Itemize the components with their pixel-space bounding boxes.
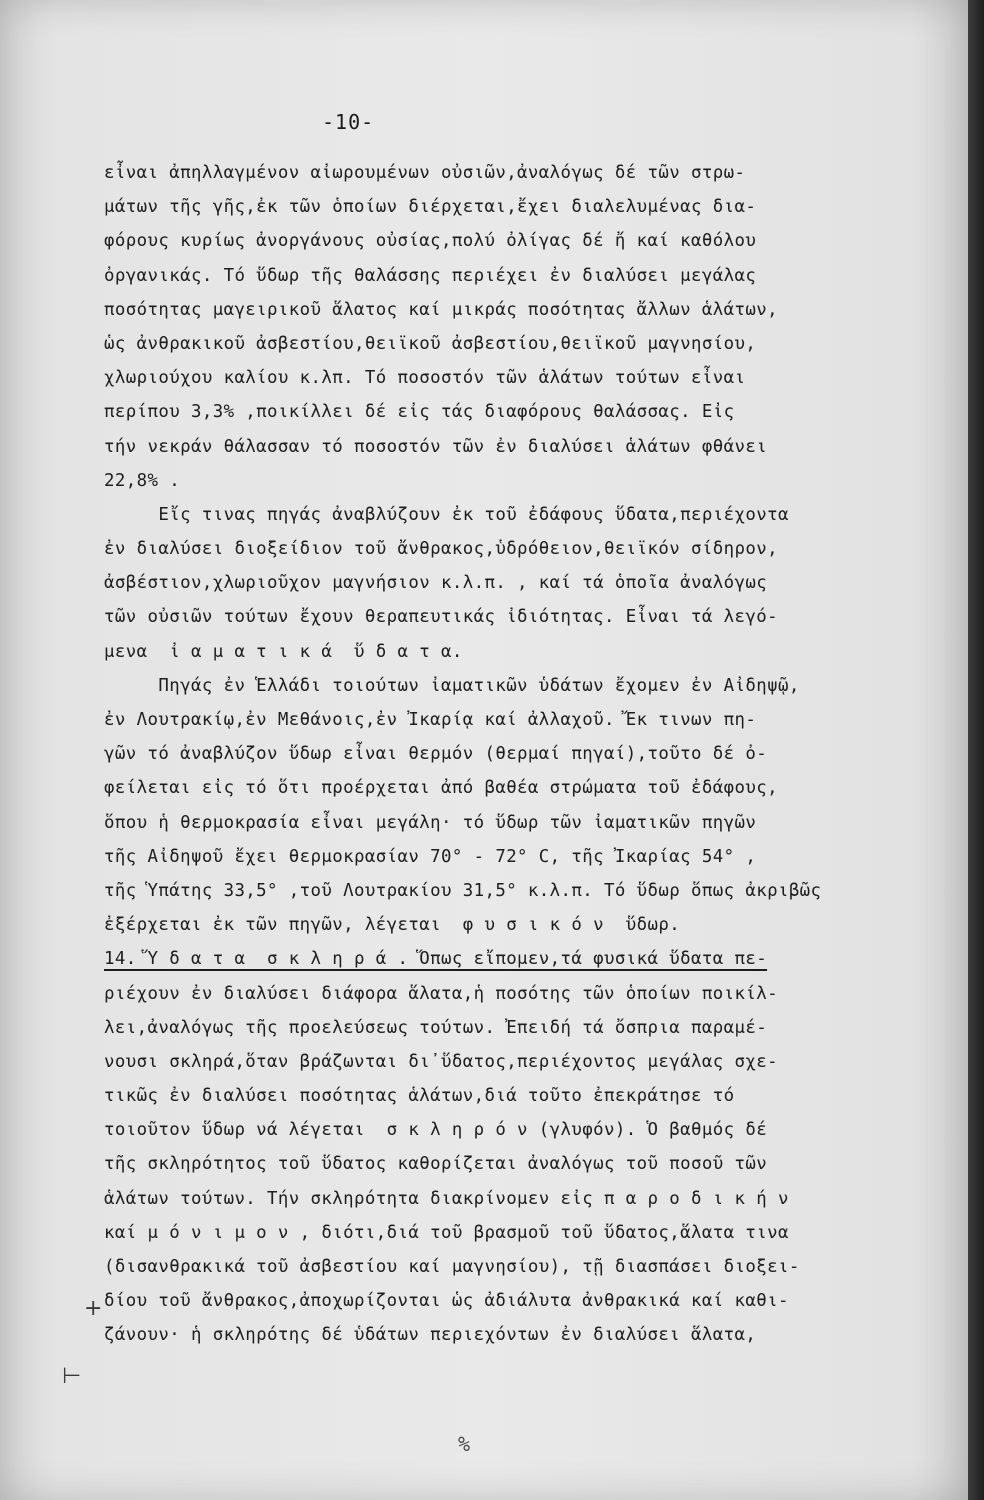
text-line: ριέχουν ἐν διαλύσει διάφορα ἅλατα,ἡ ποσότης τῶν ὁποίων ποικίλ- <box>104 983 778 1004</box>
page-number: -10- <box>322 110 375 134</box>
text-line: νουσι σκληρά,ὅταν βράζωνται δι᾿ὕδατος,περιέχοντος μεγάλας σχε- <box>104 1051 778 1072</box>
text-line: ἁλάτων τούτων. Τήν σκληρότητα διακρίνομεν εἰς π α ρ ο δ ι κ ή ν <box>104 1188 789 1209</box>
text-line: δίου τοῦ ἄνθρακος,ἀποχωρίζονται ὡς ἀδιάλυτα ἀνθρακικά καί καθι- <box>104 1291 789 1312</box>
text-line: τῆς Αἰδηψοῦ ἔχει θερμοκρασίαν 70° - 72° C, τῆς Ἰκαρίας 54° , <box>104 846 757 867</box>
text-line: 22,8% . <box>104 470 181 491</box>
text-line: ὀργανικάς. Τό ὕδωρ τῆς θαλάσσης περιέχει ἐν διαλύσει μεγάλας <box>104 265 757 286</box>
text-line: περίπου 3,3% ,ποικίλλει δέ εἰς τάς διαφόρους θαλάσσας. Εἰς <box>104 402 735 423</box>
footer-mark: % <box>458 1432 471 1456</box>
text-line: μενα ἰ α μ α τ ι κ ά ὕ δ α τ α. <box>104 641 463 662</box>
text-line: φόρους κυρίως ἀνοργάνους οὐσίας,πολύ ὀλίγας δέ ἤ καί καθόλου <box>104 231 757 252</box>
text-line: ἀσβέστιον,χλωριοῦχον μαγνήσιον κ.λ.π. , καί τά ὁποῖα ἀναλόγως <box>104 573 768 594</box>
text-line: ὅπου ἡ θερμοκρασία εἶναι μεγάλη· τό ὕδωρ τῶν ἰαματικῶν πηγῶν <box>104 812 757 833</box>
margin-plus-mark: + <box>84 1296 103 1321</box>
text-line: ὡς ἀνθρακικοῦ ἀσβεστίου,θειϊκοῦ ἀσβεστίου,θειϊκοῦ μαγνησίου, <box>104 333 757 354</box>
text-line: εἶναι ἀπηλλαγμένον αἰωρουμένων οὐσιῶν,ἀναλόγως δέ τῶν στρω- <box>104 163 746 183</box>
text-line: τῶν οὐσιῶν τούτων ἔχουν θεραπευτικάς ἰδιότητας. Εἶναι τά λεγό- <box>104 607 778 628</box>
text-line: ἐξέρχεται ἐκ τῶν πηγῶν, λέγεται φ υ σ ι κ ό ν ὕδωρ. <box>104 915 681 936</box>
text-line: τῆς σκληρότητος τοῦ ὕδατος καθορίζεται ἀναλόγως τοῦ ποσοῦ τῶν <box>104 1154 768 1175</box>
text-line: ἐν διαλύσει διοξείδιον τοῦ ἄνθρακος,ὑδρόθειον,θειϊκόν σίδηρον, <box>104 539 778 560</box>
text-line: τοιοῦτον ὕδωρ νά λέγεται σ κ λ η ρ ό ν (γλυφόν). Ὁ βαθμός δέ <box>104 1120 768 1141</box>
text-line: ζάνουν· ἡ σκληρότης δέ ὑδάτων περιεχόντων ἐν διαλύσει ἅλατα, <box>104 1325 757 1346</box>
text-line: τήν νεκράν θάλασσαν τό ποσοστόν τῶν ἐν διαλύσει ἁλάτων φθάνει <box>104 436 768 457</box>
text-line: Εἴς τινας πηγάς ἀναβλύζουν ἐκ τοῦ ἐδάφους ὕδατα,περιέχοντα <box>104 504 789 525</box>
text-line: φείλεται εἰς τό ὅτι προέρχεται ἀπό βαθέα στρώματα τοῦ ἐδάφους, <box>104 778 778 799</box>
text-line: λει,ἀναλόγως τῆς προελεύσεως τούτων. Ἐπειδή τά ὄσπρια παραμέ- <box>104 1017 768 1038</box>
text-line: Πηγάς ἐν Ἑλλάδι τοιούτων ἰαματικῶν ὑδάτων ἔχομεν ἐν Αἰδηψῷ, <box>104 675 800 696</box>
scan-edge <box>968 0 984 1500</box>
section-heading-line: 14. Ὕ δ α τ α σ κ λ η ρ ά . Ὅπως εἴπομεν,τά φυσικά ὕδατα πε- <box>104 949 768 970</box>
text-line: τικῶς ἐν διαλύσει ποσότητας ἁλάτων,διά τοῦτο ἐπεκράτησε τό <box>104 1086 735 1107</box>
text-line: τῆς Ὑπάτης 33,5° ,τοῦ Λουτρακίου 31,5° κ.λ.π. Τό ὕδωρ ὅπως ἀκριβῶς <box>104 880 822 901</box>
text-line: ποσότητας μαγειρικοῦ ἅλατος καί μικράς ποσότητας ἄλλων ἁλάτων, <box>104 299 778 320</box>
text-line: μάτων τῆς γῆς,ἐκ τῶν ὁποίων διέρχεται,ἔχει διαλελυμένας δια- <box>104 197 757 218</box>
body-text <box>104 156 964 1353</box>
text-line: καί μ ό ν ι μ ο ν , διότι,διά τοῦ βρασμοῦ τοῦ ὕδατος,ἅλατα τινα <box>104 1222 789 1243</box>
text-line: χλωριούχου καλίου κ.λπ. Τό ποσοστόν τῶν ἁλάτων τούτων εἶναι <box>104 368 746 389</box>
text-line: ἐν Λουτρακίῳ,ἐν Μεθάνοις,ἐν Ἰκαρίᾳ καί ἀλλαχοῦ. Ἔκ τινων πη- <box>104 710 757 730</box>
text-line: γῶν τό ἀναβλύζον ὕδωρ εἶναι θερμόν (θερμαί πηγαί),τοῦτο δέ ὀ- <box>104 744 768 765</box>
text-line: (δισανθρακικά τοῦ ἀσβεστίου καί μαγνησίου), τῇ διασπάσει διοξει- <box>104 1257 800 1277</box>
margin-tick-mark: ⊢ <box>62 1364 82 1389</box>
